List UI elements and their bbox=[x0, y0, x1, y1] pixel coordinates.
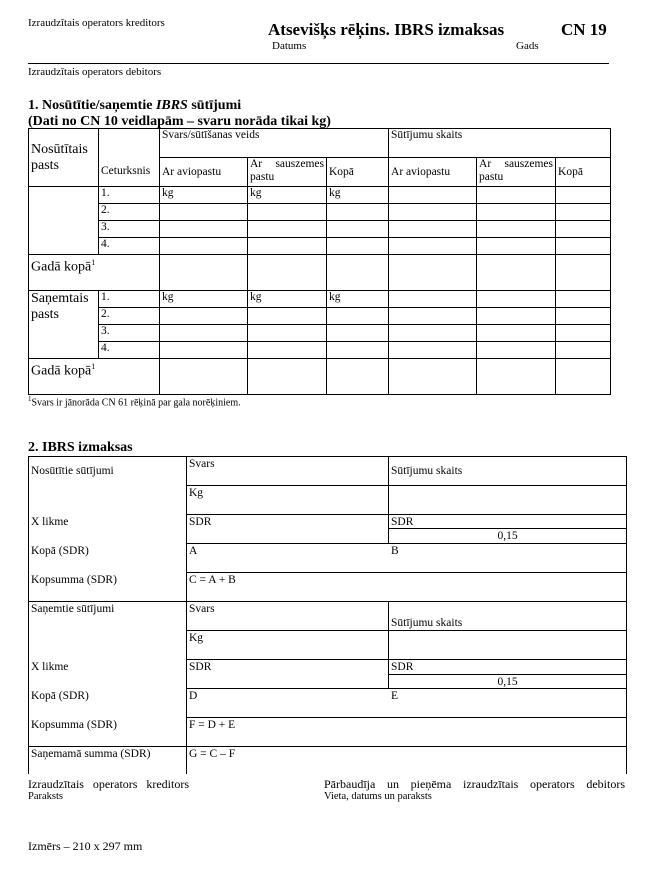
quarter-cell: 2. bbox=[99, 204, 160, 221]
count-surface-header: Ar sauszemes pastu bbox=[477, 158, 556, 187]
empty-cell bbox=[327, 255, 389, 291]
row-line bbox=[186, 514, 627, 515]
unit-cell: kg bbox=[248, 187, 327, 204]
value-d: D bbox=[189, 690, 198, 702]
empty-cell bbox=[477, 325, 556, 342]
empty-cell bbox=[248, 255, 327, 291]
empty-cell bbox=[477, 238, 556, 255]
rate-value: 0,15 bbox=[497, 676, 518, 688]
empty-cell bbox=[477, 255, 556, 291]
empty-cell bbox=[160, 342, 248, 359]
page-size-note: Izmērs – 210 x 297 mm bbox=[28, 839, 143, 853]
date-label: Datums bbox=[272, 40, 307, 52]
empty-cell bbox=[556, 325, 611, 342]
sent-mail-label: Nosūtītais pasts bbox=[29, 129, 99, 187]
empty-cell bbox=[248, 342, 327, 359]
received-year-total-label: Gadā kopā$^1$ bbox=[29, 359, 160, 395]
empty-cell bbox=[389, 238, 477, 255]
empty-cell bbox=[477, 204, 556, 221]
sent-year-total-label: Gadā kopā$^1$ bbox=[29, 255, 160, 291]
empty-cell bbox=[556, 187, 611, 204]
column-divider bbox=[186, 456, 187, 774]
rate-value: 0,15 bbox=[497, 530, 518, 542]
sum-sdr-label: Kopsumma (SDR) bbox=[31, 719, 117, 731]
section1-title-ibrs: IBRS bbox=[155, 98, 188, 113]
empty-cell bbox=[160, 221, 248, 238]
quarter-cell: 2. bbox=[99, 308, 160, 325]
section2-title: 2. IBRS izmaksas bbox=[28, 440, 133, 455]
weight-surface-header: Ar sauszemes pastu bbox=[248, 158, 327, 187]
empty-cell bbox=[477, 291, 556, 308]
row-line bbox=[186, 659, 627, 660]
empty-cell bbox=[389, 187, 477, 204]
total-sdr-label: Kopā (SDR) bbox=[31, 690, 89, 702]
formula-f: F = D + E bbox=[189, 719, 236, 731]
empty-cell bbox=[389, 221, 477, 238]
empty-cell bbox=[556, 221, 611, 238]
empty-cell bbox=[477, 308, 556, 325]
quarter-cell: 4. bbox=[99, 238, 160, 255]
formula-c: C = A + B bbox=[189, 574, 236, 586]
empty-cell bbox=[477, 221, 556, 238]
empty-cell bbox=[327, 238, 389, 255]
empty-cell bbox=[248, 221, 327, 238]
place-date-signature-caption: Vieta, datums un paraksts bbox=[324, 791, 432, 802]
empty-cell bbox=[327, 308, 389, 325]
footnote: $^1$Svars ir jānorāda CN 61 rēķinā par gala norēķiniem. bbox=[28, 395, 241, 409]
row-line bbox=[186, 543, 627, 544]
row-line bbox=[28, 601, 627, 602]
empty-cell bbox=[160, 308, 248, 325]
unit-cell: kg bbox=[160, 187, 248, 204]
value-b: B bbox=[391, 545, 399, 557]
weight-group-header: Svars/sūtīšanas veids bbox=[160, 129, 389, 158]
value-e: E bbox=[391, 690, 399, 702]
row-line bbox=[186, 630, 627, 631]
x-rate-label: X likme bbox=[31, 516, 69, 528]
footnote-number: 1 bbox=[28, 395, 32, 403]
row-line bbox=[186, 572, 627, 573]
received-mail-label: Saņemtais pasts bbox=[29, 291, 99, 359]
row-line bbox=[388, 528, 627, 529]
weight-header: Svars bbox=[189, 458, 215, 470]
border bbox=[28, 456, 627, 457]
row-line bbox=[388, 674, 627, 675]
empty-cell bbox=[327, 325, 389, 342]
empty-cell bbox=[160, 255, 248, 291]
value-a: A bbox=[189, 545, 198, 557]
section1-title-prefix: 1. Nosūtītie/saņemtie bbox=[28, 98, 156, 113]
sent-spacer bbox=[29, 187, 99, 255]
kg-cell: Kg bbox=[189, 487, 204, 499]
year-label: Gads bbox=[516, 40, 539, 52]
empty-cell bbox=[556, 291, 611, 308]
count-air-header: Ar aviopastu bbox=[389, 158, 477, 187]
empty-cell bbox=[160, 325, 248, 342]
empty-cell bbox=[477, 187, 556, 204]
empty-cell bbox=[389, 255, 477, 291]
empty-cell bbox=[160, 238, 248, 255]
empty-cell bbox=[389, 342, 477, 359]
section1-title bbox=[28, 98, 331, 130]
quarter-header: Ceturksnis bbox=[99, 158, 160, 187]
empty-cell bbox=[327, 221, 389, 238]
quarter-cell: 3. bbox=[99, 325, 160, 342]
count-total-header: Kopā bbox=[556, 158, 611, 187]
count-header: Sūtījumu skaits bbox=[391, 465, 463, 477]
empty-cell bbox=[389, 291, 477, 308]
weight-header: Svars bbox=[189, 603, 215, 615]
section1-title-suffix: sūtījumi bbox=[187, 98, 242, 113]
count-group-header: Sūtījumu skaits bbox=[389, 129, 611, 158]
empty-cell bbox=[556, 238, 611, 255]
unit-cell: kg bbox=[160, 291, 248, 308]
section1-subtitle: (Dati no CN 10 veidlapām – svaru norāda tikai kg) bbox=[28, 114, 331, 129]
quarter-cell: 4. bbox=[99, 342, 160, 359]
weight-total-header: Kopā bbox=[327, 158, 389, 187]
empty-cell bbox=[160, 359, 248, 395]
unit-cell: kg bbox=[327, 187, 389, 204]
empty-cell bbox=[248, 308, 327, 325]
creditor-operator-label: Izraudzītais operators kreditors bbox=[28, 17, 165, 29]
page-title: Atsevišķs rēķins. IBRS izmaksas bbox=[268, 20, 505, 39]
unit-cell: kg bbox=[248, 291, 327, 308]
empty-cell bbox=[327, 204, 389, 221]
empty-cell bbox=[327, 359, 389, 395]
unit-cell: kg bbox=[327, 291, 389, 308]
empty-cell bbox=[389, 308, 477, 325]
empty-cell bbox=[248, 359, 327, 395]
kg-cell: Kg bbox=[189, 632, 204, 644]
section1-table bbox=[28, 128, 611, 395]
empty-cell bbox=[556, 308, 611, 325]
empty-cell bbox=[327, 342, 389, 359]
empty-cell bbox=[248, 238, 327, 255]
empty-cell bbox=[556, 342, 611, 359]
empty-cell bbox=[389, 325, 477, 342]
form-code: CN 19 bbox=[561, 20, 607, 39]
sdr-cell: SDR bbox=[189, 516, 212, 528]
row-line bbox=[186, 485, 627, 486]
sdr-cell: SDR bbox=[391, 516, 414, 528]
header-divider bbox=[28, 63, 609, 64]
empty-cell bbox=[556, 359, 611, 395]
sdr-cell: SDR bbox=[391, 661, 414, 673]
footnote-mark: 1 bbox=[91, 362, 96, 371]
quarter-cell: 1. bbox=[99, 291, 160, 308]
quarter-cell: 1. bbox=[99, 187, 160, 204]
weight-air-header: Ar aviopastu bbox=[160, 158, 248, 187]
border bbox=[28, 456, 29, 774]
empty-cell bbox=[160, 204, 248, 221]
border bbox=[626, 456, 627, 774]
formula-g: G = C – F bbox=[189, 748, 236, 760]
empty-cell bbox=[389, 359, 477, 395]
empty-cell bbox=[248, 204, 327, 221]
total-sdr-label: Kopā (SDR) bbox=[31, 545, 89, 557]
empty-cell bbox=[556, 204, 611, 221]
signature-caption: Paraksts bbox=[28, 791, 63, 802]
x-rate-label: X likme bbox=[31, 661, 69, 673]
sum-sdr-label: Kopsumma (SDR) bbox=[31, 574, 117, 586]
empty-cell bbox=[556, 255, 611, 291]
received-items-label: Saņemtie sūtījumi bbox=[31, 603, 115, 615]
row-line bbox=[28, 746, 627, 747]
sdr-cell: SDR bbox=[189, 661, 212, 673]
debitor-operator-label: Izraudzītais operators debitors bbox=[28, 66, 162, 78]
empty-cell bbox=[248, 325, 327, 342]
sent-items-label: Nosūtītie sūtījumi bbox=[31, 465, 114, 477]
debitor-check-label: Pārbaudīja un pieņēma izraudzītais operators debitors bbox=[324, 777, 625, 791]
creditor-signature-label: Izraudzītais operators kreditors bbox=[28, 777, 189, 791]
section2-table bbox=[28, 456, 627, 774]
empty-cell bbox=[389, 204, 477, 221]
blank-cell bbox=[99, 129, 160, 158]
count-header: Sūtījumu skaits bbox=[391, 617, 463, 629]
footnote-mark: 1 bbox=[91, 258, 96, 267]
row-line bbox=[186, 717, 627, 718]
receivable-label: Saņemamā summa (SDR) bbox=[31, 748, 151, 760]
empty-cell bbox=[477, 342, 556, 359]
empty-cell bbox=[477, 359, 556, 395]
quarter-cell: 3. bbox=[99, 221, 160, 238]
